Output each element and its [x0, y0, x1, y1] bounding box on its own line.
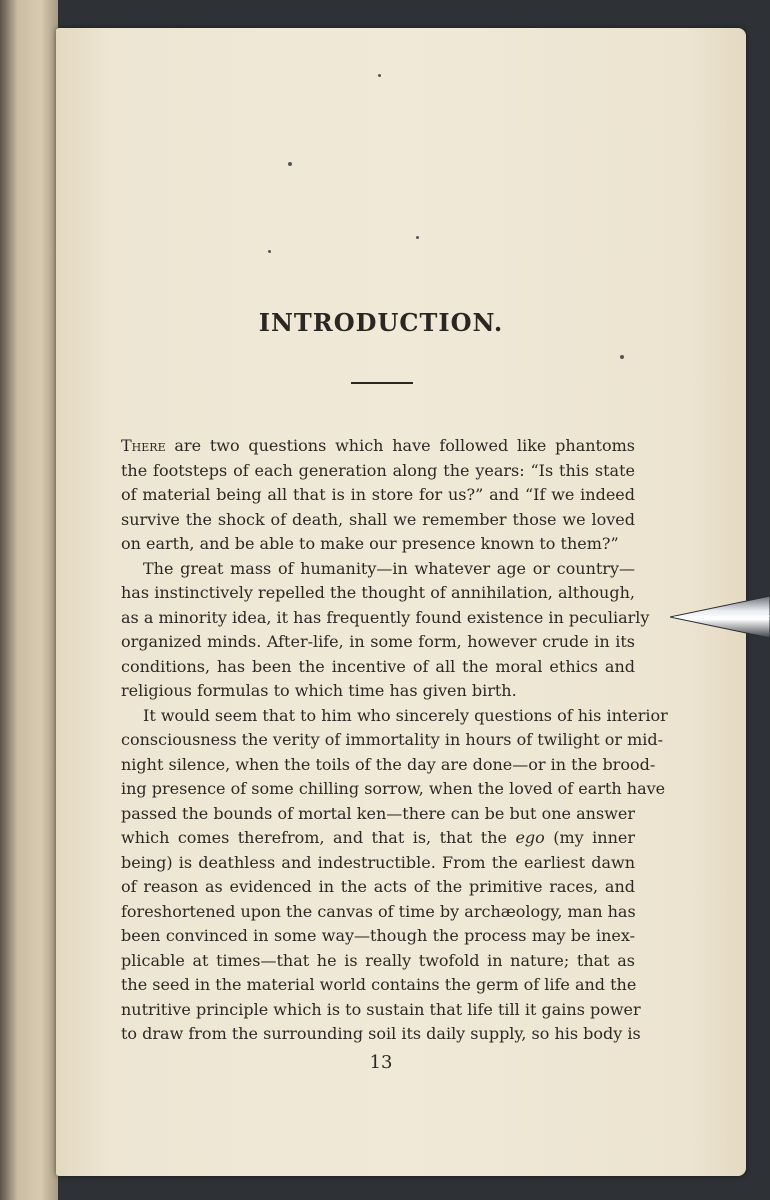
- text-line: as a minority idea, it has frequently found existence in peculiarly: [121, 607, 650, 627]
- text-line: of material being all that is in store for us?” and “If we indeed: [121, 485, 635, 504]
- text-line: has instinctively repelled the thought of annihilation, although,: [121, 583, 635, 602]
- text-line: of reason as evidenced in the acts of the primitive races, and: [121, 877, 635, 896]
- paper-speck: [288, 162, 292, 166]
- text-line: foreshortened upon the canvas of time by archæology, man has: [121, 901, 636, 921]
- body-text: [121, 434, 668, 1047]
- text-line: nutritive principle which is to sustain that life till it gains power: [121, 999, 641, 1019]
- paper-speck: [378, 74, 381, 77]
- text-line: survive the shock of death, shall we remember those we loved: [121, 509, 635, 529]
- paper-speck: [620, 355, 624, 359]
- paper-speck: [416, 236, 419, 239]
- text-line: being) is deathless and indestructible. From the earliest dawn: [121, 852, 635, 872]
- text-line: been convinced in some way—though the process may be inex-: [121, 926, 635, 945]
- text-line: passed the bounds of mortal ken—there can be but one answer: [121, 803, 635, 823]
- text-line: religious formulas to which time has given birth.: [121, 681, 517, 700]
- text-line: plicable at times—that he is really twofold in nature; that as: [121, 950, 635, 970]
- text-line: There are two questions which have followed like phantoms: [121, 436, 635, 455]
- page-number: 13: [369, 1052, 393, 1073]
- text-line: the footsteps of each generation along the years: “Is this state: [121, 460, 635, 480]
- metal-pointer-tool: [670, 592, 770, 642]
- text-line: on earth, and be able to make our presence known to them?”: [121, 534, 619, 553]
- text-line: The great mass of humanity—in whatever age or country—: [143, 558, 635, 578]
- text-line: to draw from the surrounding soil its daily supply, so his body is: [121, 1024, 641, 1043]
- chapter-title: INTRODUCTION.: [258, 308, 504, 337]
- text-line: conditions, has been the incentive of all the moral ethics and: [121, 656, 635, 676]
- title-rule: [351, 382, 413, 384]
- text-line: It would seem that to him who sincerely questions of his interior: [143, 705, 668, 725]
- text-line: consciousness the verity of immortality in hours of twilight or mid-: [121, 730, 664, 749]
- italic-word: ego: [515, 828, 545, 847]
- text-line: the seed in the material world contains the germ of life and the: [121, 975, 637, 994]
- text-line: organized minds. After-life, in some form, however crude in its: [121, 632, 635, 651]
- paper-speck: [268, 250, 271, 253]
- book-cover-edge: [0, 0, 58, 1200]
- text-line: which comes therefrom, and that is, that the ego (my inner: [121, 828, 636, 847]
- text-line: ing presence of some chilling sorrow, when the loved of earth have: [121, 779, 666, 798]
- drop-word: There: [121, 436, 166, 455]
- text-line: night silence, when the toils of the day are done—or in the brood-: [121, 754, 656, 774]
